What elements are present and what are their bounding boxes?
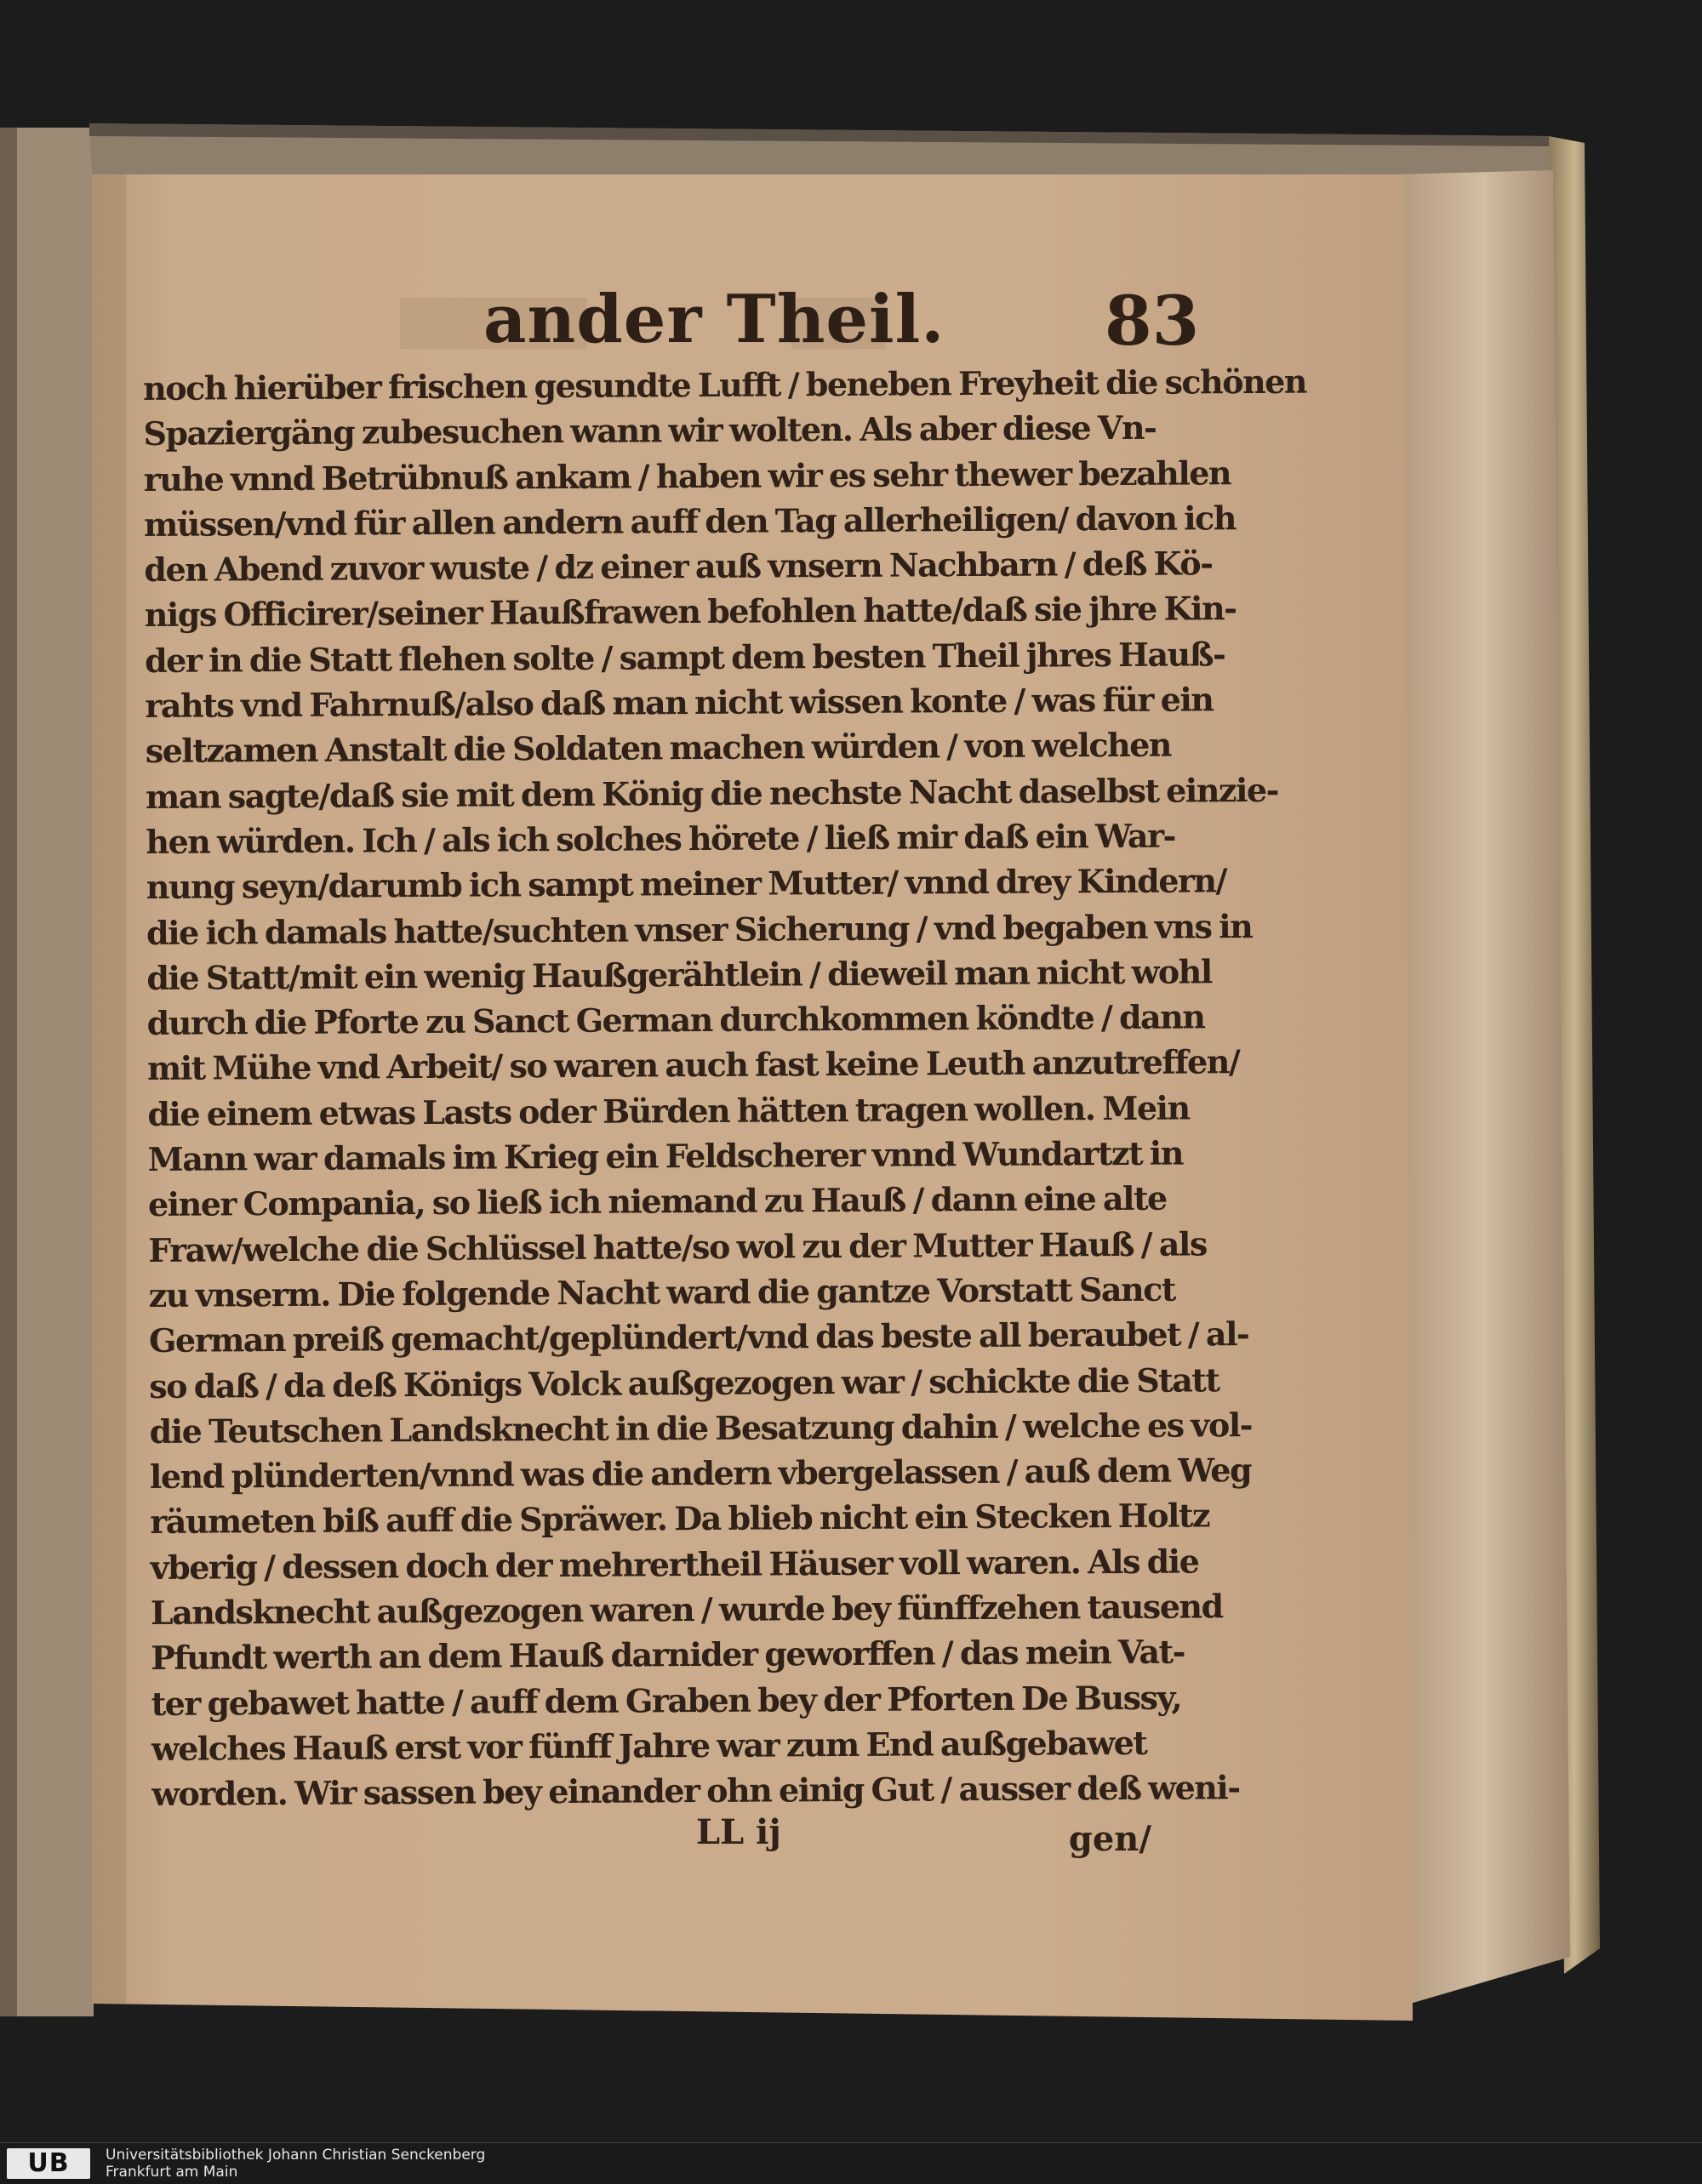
text-line: Spaziergäng zubesuchen wann wir wolten. Als aber diese Vn- <box>143 408 1157 453</box>
text-line: welches Hauß erst vor fünff Jahre war zum End außgebawet <box>151 1723 1147 1768</box>
text-line: die einem etwas Lasts oder Bürden hätten tragen wollen. Mein <box>147 1088 1190 1133</box>
text-line: die Statt/mit ein wenig Haußgerähtlein / dieweil man nicht wohl <box>146 952 1212 997</box>
text-line: der in die Statt flehen solte / sampt dem besten Theil jhres Hauß- <box>144 635 1225 680</box>
text-line: so daß / da deß Königs Volck außgezogen war / schickte die Statt <box>149 1360 1219 1406</box>
library-footer-bar <box>0 2142 1702 2184</box>
text-line: noch hierüber frischen gesundte Lufft / beneben Freyheit die schönen <box>143 362 1307 408</box>
text-line: mit Mühe vnd Arbeit/ so waren auch fast keine Leuth anzutreffen/ <box>146 1042 1240 1088</box>
text-line: lend plünderten/vnnd was die andern vbergelassen / auß dem Weg <box>149 1451 1252 1497</box>
text-line: zu vnserm. Die folgende Nacht ward die gantze Vorstatt Sanct <box>148 1269 1175 1314</box>
text-line: räumeten biß auff die Spräwer. Da blieb nicht ein Stecken Holtz <box>150 1496 1210 1542</box>
running-head: ander Theil. <box>483 281 945 358</box>
page-body-text <box>143 360 1307 1814</box>
text-line: rahts vnd Fahrnuß/also daß man nicht wissen konte / was für ein <box>145 680 1214 726</box>
text-line: seltzamen Anstalt die Soldaten machen würden / von welchen <box>145 726 1172 771</box>
text-line: worden. Wir sassen bey einander ohn einig Gut / ausser deß weni- <box>151 1768 1240 1814</box>
page-number: 83 <box>1105 281 1200 361</box>
text-line: ruhe vnnd Betrübnuß ankam / haben wir es sehr thewer bezahlen <box>143 453 1231 499</box>
text-line: die Teutschen Landsknecht in die Besatzung dahin / welche es vol- <box>149 1405 1253 1451</box>
text-line: man sagte/daß sie mit dem König die nechste Nacht daselbst einzie- <box>145 770 1279 816</box>
page-block-edges <box>1396 170 1570 2008</box>
catchword: gen/ <box>1068 1819 1151 1859</box>
text-line: die ich damals hatte/suchten vnser Sicherung / vnd begaben vns in <box>146 906 1253 952</box>
ub-logo[interactable]: UB <box>7 2148 90 2179</box>
text-line: hen würden. Ich / als ich solches hörete / ließ mir daß ein War- <box>146 816 1175 861</box>
text-line: den Abend zuvor wuste / dz einer auß vnsern Nachbarn / deß Kö- <box>144 544 1213 590</box>
text-line: ter gebawet hatte / auff dem Graben bey der Pforten De Bussy, <box>151 1678 1182 1723</box>
library-name-line1: Universitätsbibliothek Johann Christian Senckenberg <box>106 2147 486 2164</box>
text-line: einer Compania, so ließ ich niemand zu Hauß / dann eine alte <box>147 1179 1167 1224</box>
text-line: Landsknecht außgezogen waren / wurde bey fünffzehen tausend <box>150 1587 1223 1632</box>
text-line: Fraw/welche die Schlüssel hatte/so wol zu der Mutter Hauß / als <box>148 1224 1207 1269</box>
library-name <box>106 2147 485 2181</box>
text-line: Pfundt werth an dem Hauß darnider geworffen / das mein Vat- <box>151 1632 1185 1678</box>
text-line: nigs Officirer/seiner Haußfrawen befohlen hatte/daß sie jhre Kin- <box>144 589 1237 635</box>
text-line: müssen/vnd für allen andern auff den Tag allerheiligen/ davon ich <box>144 499 1237 544</box>
text-line: durch die Pforte zu Sanct German durchkommen köndte / dann <box>146 997 1205 1043</box>
signature-mark: LL ij <box>696 1812 781 1852</box>
text-line: nung seyn/darumb ich sampt meiner Mutter/ vnnd drey Kindern/ <box>146 861 1227 907</box>
page-footer <box>143 1812 1168 1863</box>
text-line: vberig / dessen doch der mehrertheil Häuser voll waren. Als die <box>150 1542 1199 1587</box>
text-line: German preiß gemacht/geplündert/vnd das beste all beraubet / al- <box>148 1314 1249 1360</box>
library-name-line2: Frankfurt am Main <box>106 2164 238 2181</box>
text-line: Mann war damals im Krieg ein Feldscherer vnnd Wundartzt in <box>147 1133 1184 1179</box>
